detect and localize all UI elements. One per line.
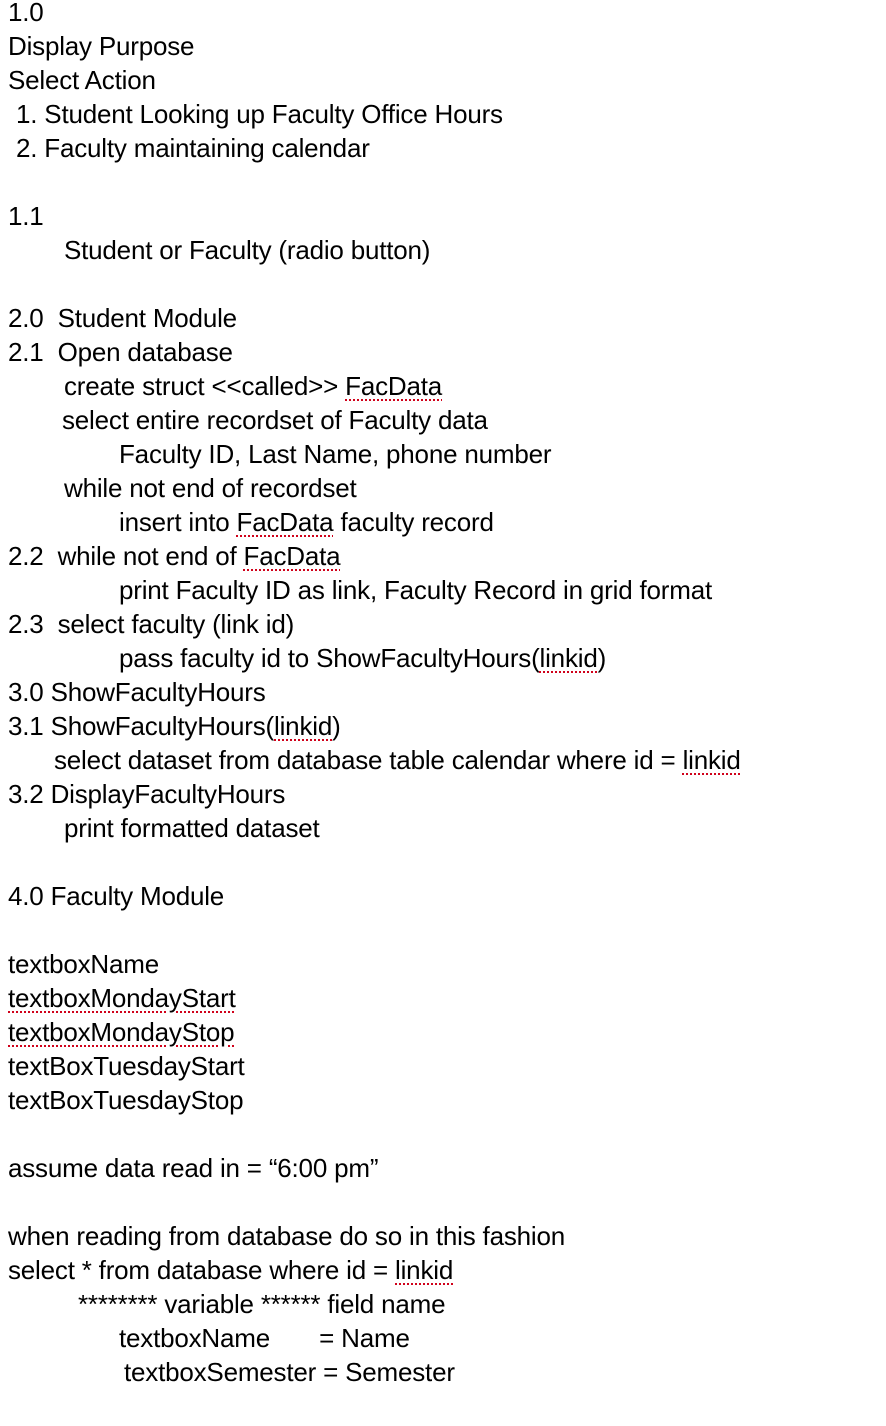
line-text: 2.1 Open database [8,337,233,367]
line-text: 2.3 select faculty (link id) [8,609,295,639]
line-text: textboxName = Name [119,1323,410,1353]
line-text: 1. Student Looking up Faculty Office Hours [16,99,503,129]
line-text: 3.1 ShowFacultyHours( [8,711,275,741]
document-line [119,439,551,469]
spellcheck-flagged-word: FacData [345,371,443,401]
document-line [8,881,224,911]
spellcheck-flagged-word: linkid [395,1255,454,1285]
line-text: faculty record [333,507,494,537]
document-line [62,405,488,435]
line-text: insert into [119,507,237,537]
document-line [119,1323,410,1353]
document-line [8,1255,453,1285]
document-line [8,983,236,1013]
document-line [64,473,357,503]
line-text: 3.0 ShowFacultyHours [8,677,266,707]
line-text: create struct <<called>> [64,371,346,401]
spellcheck-flagged-word: textboxMondayStop [8,1017,235,1047]
document-line [8,0,44,27]
document-line [8,1153,378,1183]
document-line [119,507,494,537]
line-text: Display Purpose [8,31,195,61]
line-text: select dataset from database table calendar where id = [54,745,683,775]
document-line [78,1289,445,1319]
document-line [8,1221,565,1251]
document-line [8,337,233,367]
line-text: assume data read in = “6:00 pm” [8,1153,379,1183]
line-text: ******** variable ****** field name [78,1289,446,1319]
line-text: Select Action [8,65,156,95]
spellcheck-flagged-word: FacData [236,507,334,537]
line-text: ) [597,643,607,673]
line-text: textboxName [8,949,159,979]
document-line [119,643,606,673]
document-line [64,235,430,265]
document-line [8,677,266,707]
document-line [124,1357,455,1387]
line-text: while not end of recordset [64,473,357,503]
document-line [8,31,194,61]
line-text: 3.2 DisplayFacultyHours [8,779,286,809]
document-line [119,575,712,605]
spellcheck-flagged-word: linkid [539,643,598,673]
line-text: Faculty ID, Last Name, phone number [119,439,552,469]
document-line [8,1085,243,1115]
line-text: 1.1 [8,201,44,231]
line-text: 2. Faculty maintaining calendar [16,133,370,163]
line-text: textboxSemester = Semester [124,1357,455,1387]
line-text: print Faculty ID as link, Faculty Record in grid format [119,575,712,605]
line-text: Student or Faculty (radio button) [64,235,431,265]
document-line [8,303,237,333]
spellcheck-flagged-word: linkid [682,745,741,775]
line-text: 4.0 Faculty Module [8,881,225,911]
line-text: print formatted dataset [64,813,320,843]
document-line [8,779,285,809]
document-line [8,541,340,571]
line-text: select * from database where id = [8,1255,396,1285]
document-line [16,99,503,129]
spellcheck-flagged-word: textboxMondayStart [8,983,236,1013]
line-text: textBoxTuesdayStop [8,1085,244,1115]
line-text: when reading from database do so in this fashion [8,1221,565,1251]
spellcheck-flagged-word: linkid [274,711,333,741]
document-line [8,201,44,231]
document-line [8,1051,245,1081]
line-text: 1.0 [8,0,44,27]
line-text: 2.0 Student Module [8,303,237,333]
document-line [16,133,370,163]
document-line [8,949,159,979]
spellcheck-flagged-word: FacData [243,541,341,571]
document-line [8,65,156,95]
document-line [54,745,741,775]
document-line [8,711,341,741]
document-line [8,1017,234,1047]
document-line [64,813,320,843]
line-text: textBoxTuesdayStart [8,1051,245,1081]
line-text: select entire recordset of Faculty data [62,405,488,435]
line-text: ) [332,711,341,741]
line-text: 2.2 while not end of [8,541,244,571]
document-line [8,609,294,639]
document-line [64,371,442,401]
line-text: pass faculty id to ShowFacultyHours( [119,643,540,673]
